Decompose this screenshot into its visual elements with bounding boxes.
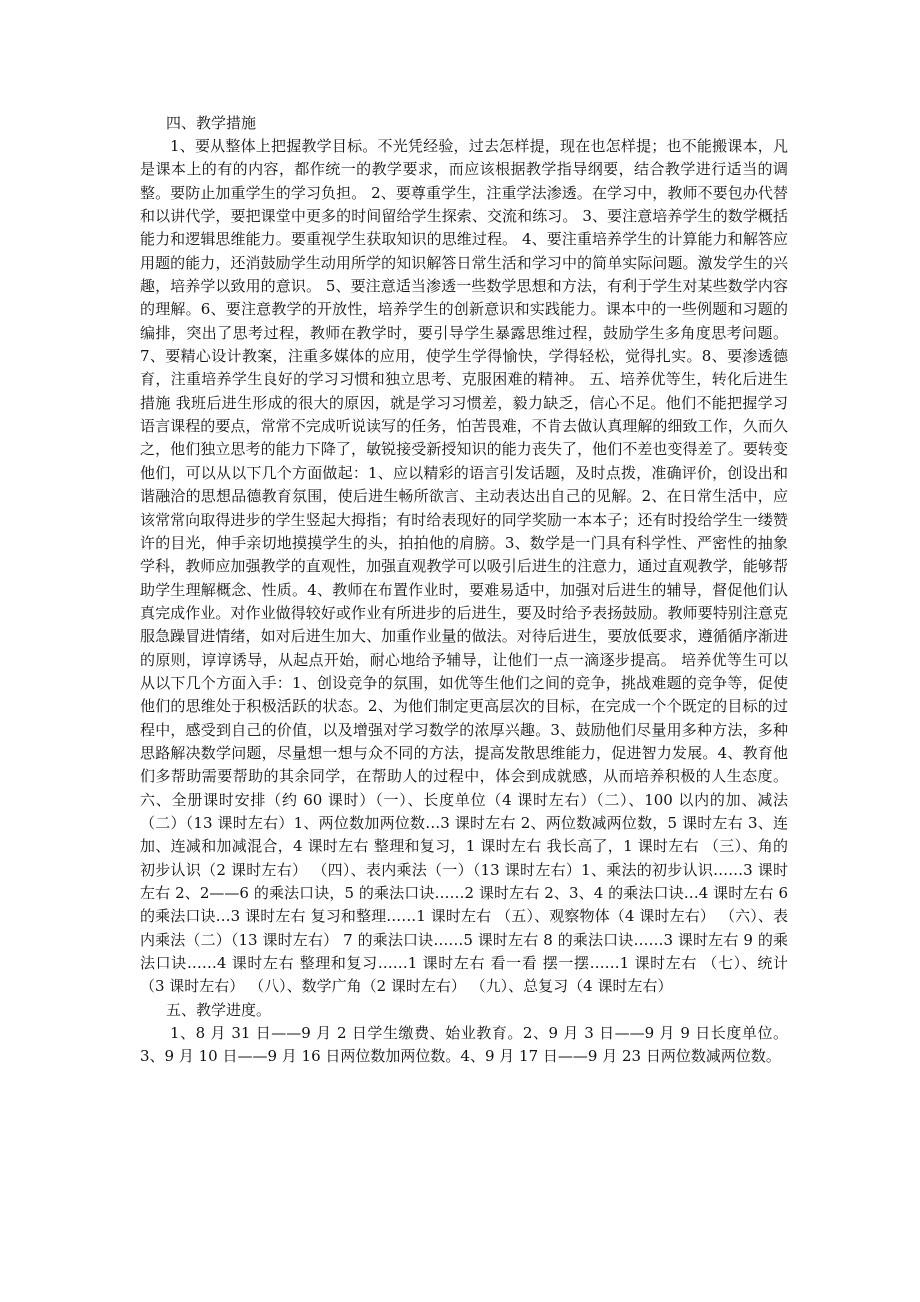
section-heading-teaching-measures: 四、教学措施 [166,114,257,132]
section-heading-teaching-schedule: 五、教学进度。 [166,1000,272,1019]
document-page [140,112,788,1068]
paragraph-teaching-measures: 1、要从整体上把握教学目标。不光凭经验，过去怎样提，现在也怎样提；也不能搬课本，凡是课本上的有的内容，都作统一的教学要求，而应该根据教学指导纲要，结合教学进行适当的调整。要防止加重学生的学习负担。 2、要尊重学生，注重学法渗透。在学习中，教师不要包办代替和以讲代学，要把课堂中更多的时间留给学生探索、交流和练习。 3、要注意培养学生的数学概括能力和逻辑思维能力。要重视学生获取知识的思维过程。 4、要注重培养学生的计算能力和解答应用题的能力，还消鼓励学生动用所学的知识解答日常生活和学习中的简单实际问题。激发学生的兴趣，培养学以致用的意识。 5、要注意适当渗透一些数学思想和方法，有利于学生对某些数学内容的理解。6、要注意教学的开放性，培养学生的创新意识和实践能力。课本中的一些例题和习题的编排，突出了思考过程，教师在教学时，要引导学生暴露思维过程，鼓励学生多角度思考问题。7、要精心设计教案，注重多媒体的应用，使学生学得愉快，学得轻松，觉得扎实。8、要渗透德育，注重培养学生良好的学习习惯和独立思考、克服困难的精神。 五、培养优等生，转化后进生措施 我班后进生形成的很大的原因，就是学习习惯差，毅力缺乏，信心不足。他们不能把握学习语言课程的要点，常常不完成听说读写的任务，怕苦畏难，不肯去做认真理解的细致工作，久而久之，他们独立思考的能力下降了，敏锐接受新授知识的能力丧失了，他们不差也变得差了。要转变他们，可以从以下几个方面做起：1、应以精彩的语言引发话题，及时点拨，准确评价，创设出和谐融洽的思想品德教育氛围，使后进生畅所欲言、主动表达出自己的见解。2、在日常生活中，应该常常向取得进步的学生竖起大拇指；有时给表现好的同学奖励一本本子；还有时投给学生一缕赞许的目光，伸手亲切地摸摸学生的头，拍拍他的肩膀。3、数学是一门具有科学性、严密性的抽象学科，教师应加强教学的直观性，加强直观教学可以吸引后进生的注意力，通过直观教学，能够帮助学生理解概念、性质。4、教师在布置作业时，要难易适中，加强对后进生的辅导，督促他们认真完成作业。对作业做得较好或作业有所进步的后进生，要及时给予表扬鼓励。教师要特别注意克服急躁冒进情绪，如对后进生加大、加重作业量的做法。对待后进生，要放低要求，遵循循序渐进的原则，谆谆诱导，从起点开始，耐心地给予辅导，让他们一点一滴逐步提高。 培养优等生可以从以下几个方面入手：1、创设竞争的氛围，如优等生他们之间的竞争，挑战难题的竞争等，促使他们的思维处于积极活跃的状态。2、为他们制定更高层次的目标，在完成一个个既定的目标的过程中，感受到自己的价值，以及增强对学习数学的浓厚兴趣。3、鼓励他们尽量用多种方法，多种思路解决数学问题，尽量想一想与众不同的方法，提高发散思维能力，促进智力发展。4、教育他们多帮助需要帮助的其余同学，在帮助人的过程中，体会到成就感，从而培养积极的人生态度。六、全册课时安排（约 60 课时）（一）、长度单位（4 课时左右）（二）、100 以内的加、减法（二）（13 课时左右）1、两位数加两位数…3 课时左右 2、两位数减两位数，5 课时左右 3、连加、连减和加减混合，4 课时左右 整理和复习，1 课时左右 我长高了，1 课时左右 （三）、角的初步认识（2 课时左右） （四）、表内乘法（一）（13 课时左右）1、乘法的初步认识……3 课时左右 2、2——6 的乘法口诀，5 的乘法口诀……2 课时左右 2、3、4 的乘法口诀…4 课时左右 6 的乘法口诀…3 课时左右 复习和整理……1 课时左右 （五）、观察物体（4 课时左右） （六）、表内乘法（二）（13 课时左右） 7 的乘法口诀……5 课时左右 8 的乘法口诀……3 课时左右 9 的乘法口诀……4 课时左右 整理和复习……1 课时左右 看一看 摆一摆……1 课时左右 （七）、统计（3 课时左右） （八）、数学广角（2 课时左右） （九）、总复习（4 课时左右） [140,137,788,996]
paragraph-teaching-schedule: 1、8 月 31 日——9 月 2 日学生缴费、始业教育。2、9 月 3 日——9 月 9 日长度单位。3、9 月 10 日——9 月 16 日两位数加两位数。4、9 月 17 日——9 月 23 日两位数减两位数。 [140,1023,788,1065]
